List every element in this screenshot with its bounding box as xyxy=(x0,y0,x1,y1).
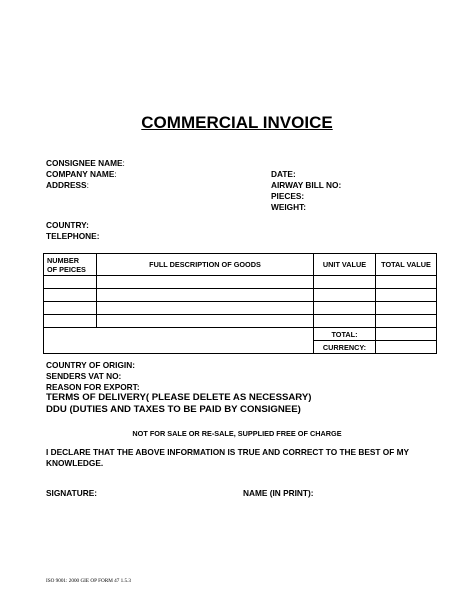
senders-vat-label: SENDERS VAT NO: xyxy=(46,371,122,381)
declaration-text: I DECLARE THAT THE ABOVE INFORMATION IS TRUE AND CORRECT TO THE BEST OF MY KNOWLEDGE. xyxy=(46,447,409,468)
signature-label: SIGNATURE: xyxy=(46,488,98,498)
currency-row xyxy=(44,341,437,354)
currency-row-spacer xyxy=(44,341,97,354)
cell-unit-value[interactable] xyxy=(314,276,376,289)
table-row xyxy=(44,289,437,302)
cell-description[interactable] xyxy=(97,289,314,302)
cell-total-value[interactable] xyxy=(376,276,437,289)
col-unit-value: UNIT VALUE xyxy=(314,254,376,276)
col-number-of-pieces: NUMBER OF PEICES xyxy=(44,254,97,276)
country-label: COUNTRY: xyxy=(46,220,89,230)
cell-pieces[interactable] xyxy=(44,289,97,302)
total-row-spacer xyxy=(97,328,314,341)
date-label: DATE: xyxy=(271,169,296,179)
table-header-row xyxy=(44,254,437,276)
currency-value-cell[interactable] xyxy=(376,341,437,354)
cell-unit-value[interactable] xyxy=(314,289,376,302)
pieces-label: PIECES: xyxy=(271,191,305,201)
cell-total-value[interactable] xyxy=(376,315,437,328)
reason-for-export-label: REASON FOR EXPORT: xyxy=(46,382,140,392)
weight-label: WEIGHT: xyxy=(271,202,307,212)
total-label: TOTAL: xyxy=(314,328,376,341)
currency-row-spacer xyxy=(97,341,314,354)
table-row xyxy=(44,276,437,289)
cell-total-value[interactable] xyxy=(376,289,437,302)
cell-description[interactable] xyxy=(97,302,314,315)
table-row xyxy=(44,302,437,315)
total-row xyxy=(44,328,437,341)
cell-pieces[interactable] xyxy=(44,302,97,315)
total-value-cell[interactable] xyxy=(376,328,437,341)
col-total-value: TOTAL VALUE xyxy=(376,254,437,276)
airway-bill-label: AIRWAY BILL NO: xyxy=(271,180,342,190)
cell-description[interactable] xyxy=(97,315,314,328)
total-row-spacer xyxy=(44,328,97,341)
cell-pieces[interactable] xyxy=(44,276,97,289)
cell-pieces[interactable] xyxy=(44,315,97,328)
consignee-name-label: CONSIGNEE NAME: xyxy=(46,158,125,168)
cell-total-value[interactable] xyxy=(376,302,437,315)
col-description: FULL DESCRIPTION OF GOODS xyxy=(97,254,314,276)
not-for-sale-notice: NOT FOR SALE OR RE-SALE, SUPPLIED FREE OF CHARGE xyxy=(132,429,342,438)
table-row xyxy=(44,315,437,328)
form-code-footer: ISO 9001: 2000 GIE OP FORM 47 1.5.3 xyxy=(46,578,131,584)
name-in-print-label: NAME (IN PRINT): xyxy=(243,488,314,498)
cell-unit-value[interactable] xyxy=(314,315,376,328)
address-label: ADDRESS: xyxy=(46,180,89,190)
telephone-label: TELEPHONE: xyxy=(46,231,100,241)
terms-of-delivery-text: TERMS OF DELIVERY( PLEASE DELETE AS NECESSARY) xyxy=(46,392,312,403)
company-name-label: COMPANY NAME: xyxy=(46,169,117,179)
goods-table xyxy=(43,253,437,354)
page-title: COMMERCIAL INVOICE xyxy=(141,113,333,132)
currency-label: CURRENCY: xyxy=(314,341,376,354)
ddu-text: DDU (DUTIES AND TAXES TO BE PAID BY CONSIGNEE) xyxy=(46,404,301,415)
cell-description[interactable] xyxy=(97,276,314,289)
country-of-origin-label: COUNTRY OF ORIGIN: xyxy=(46,360,135,370)
cell-unit-value[interactable] xyxy=(314,302,376,315)
